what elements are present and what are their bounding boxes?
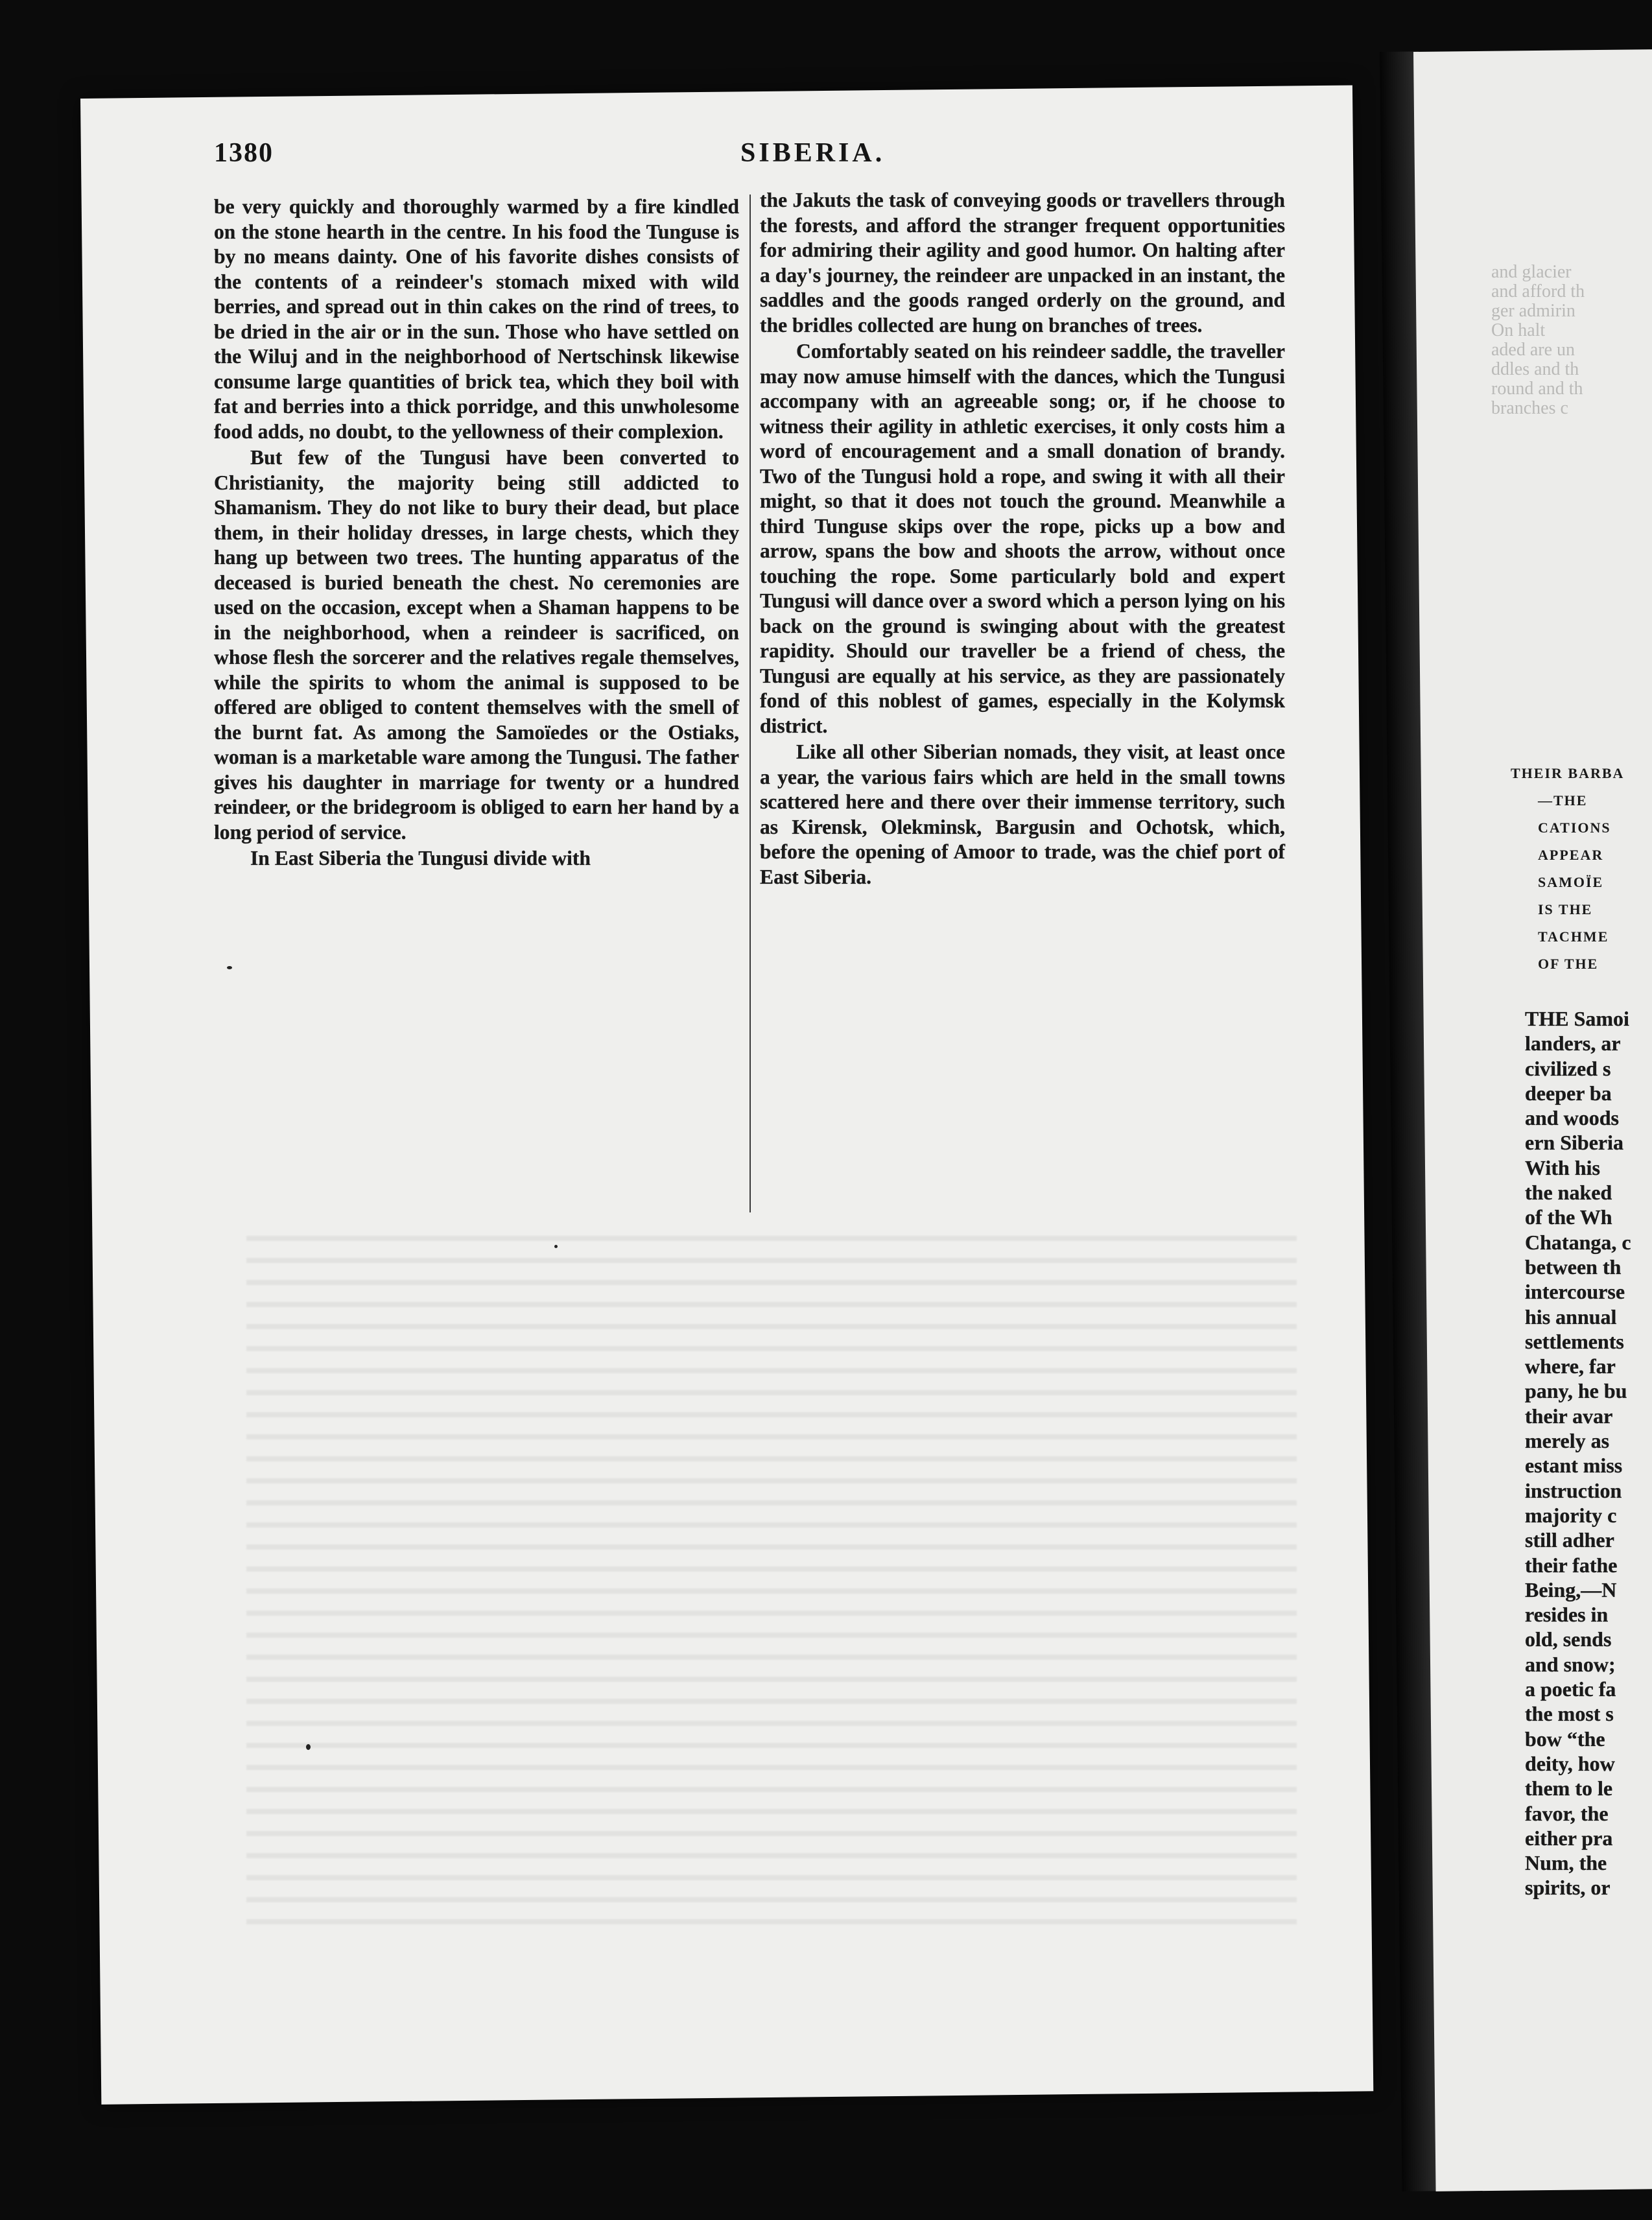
faint-line: and glacier xyxy=(1491,262,1572,282)
body-line: bow “the xyxy=(1525,1727,1605,1751)
facing-page-heading xyxy=(1511,760,1652,978)
column-divider xyxy=(749,195,751,1212)
heading-line: OF THE xyxy=(1538,956,1599,972)
body-line: their fathe xyxy=(1525,1553,1618,1577)
body-line: deity, how xyxy=(1525,1751,1615,1775)
body-line: ern Siberia xyxy=(1525,1131,1623,1155)
body-line: intercourse xyxy=(1525,1280,1625,1304)
faint-line: aded are un xyxy=(1491,340,1575,360)
paragraph: be very quickly and thoroughly warmed by a fire kindled on the stone hearth in the centre. In his food the Tunguse is by no means dainty. One of his favorite dishes consists of the contents of a reindeer's stomach mixed with wild berries, and spread out in thin cakes on the rind of trees, to be dried in the air or in the sun. Those who have settled on the Wiluj and in the neighborhood of Nertschinsk likewise consume large quantities of brick tea, which they boil with fat and berries into a thick porridge, and this unwholesome food adds, no doubt, to the yellowness of their complexion. xyxy=(214,195,739,443)
body-line: spirits, or xyxy=(1525,1876,1611,1900)
ink-speck xyxy=(306,1744,311,1750)
faint-line: ddles and th xyxy=(1491,359,1579,379)
heading-line: —THE xyxy=(1538,792,1588,809)
body-line: still adher xyxy=(1525,1528,1614,1552)
body-line: pany, he bu xyxy=(1525,1379,1627,1403)
faint-line: branches c xyxy=(1491,398,1568,418)
body-line: estant miss xyxy=(1525,1454,1623,1478)
heading-line: APPEAR xyxy=(1538,847,1604,863)
body-line: them to le xyxy=(1525,1777,1613,1801)
body-line: instruction xyxy=(1525,1478,1622,1502)
heading-line: CATIONS xyxy=(1538,820,1611,836)
body-line: majority c xyxy=(1525,1503,1617,1527)
paragraph: But few of the Tungusi have been converted to Christianity, the majority being still addicted to Shamanism. They do not like to bury their dead, but place them, in their holiday dresses, in large chests, which they hang up between two trees. The hunting apparatus of the deceased is buried beneath the chest. No ceremonies are used on the occasion, except when a Shaman happens to be in the neighborhood, when a reindeer is sacrificed, on whose flesh the sorcerer and the relatives regale themselves, while the spirits to whom the animal is supposed to be offered are obliged to content themselves with the smell of the burnt fat. As among the Samoïedes or the Ostiaks, woman is a marketable ware among the Tungusi. The father gives his daughter in marriage for twenty or a hundred reindeer, or the bridegroom is obliged to earn her hand by a long period of service. xyxy=(214,446,739,844)
body-line: civilized s xyxy=(1525,1056,1611,1080)
facing-page-faint-text xyxy=(1491,263,1647,418)
ink-speck xyxy=(227,966,232,969)
faint-line: round and th xyxy=(1491,379,1583,399)
body-line: and woods xyxy=(1525,1106,1619,1130)
body-line: the naked xyxy=(1525,1181,1612,1205)
body-line: where, far xyxy=(1525,1354,1616,1378)
body-line: merely as xyxy=(1525,1429,1610,1453)
page-title: SIBERIA. xyxy=(740,138,886,168)
page-header xyxy=(214,137,1316,189)
body-line: Num, the xyxy=(1525,1851,1607,1875)
body-line: a poetic fa xyxy=(1525,1677,1616,1701)
body-line: either pra xyxy=(1525,1826,1613,1850)
body-line: Chatanga, c xyxy=(1525,1230,1631,1254)
faint-line: On halt xyxy=(1491,320,1546,340)
heading-line: IS THE xyxy=(1538,901,1593,917)
body-line: their avar xyxy=(1525,1404,1613,1428)
heading-line: SAMOÏE xyxy=(1538,874,1604,890)
heading-line: THEIR BARBA xyxy=(1511,765,1625,781)
body-line: the most s xyxy=(1525,1702,1614,1726)
paragraph: Comfortably seated on his reindeer saddle, the traveller may now amuse himself with the dances, which the Tungusi accompany with an agreeable song; or, if he choose to witness their agility in athletic exercises, it only costs him a word of encouragement and a small donation of brandy. Two of the Tungusi hold a rope, and swing it with all their might, so that it does not touch the ground. Meanwhile a third Tunguse skips over the rope, picks up a bow and arrow, spans the bow and shoots the arrow, without once touching the rope. Some particularly bold and expert Tungusi will dance over a sword which a person lying on his back on the ground is swinging about with the greatest rapidity. Should our traveller be a friend of chess, the Tungusi are equally at his service, as they are passionately fond of this noblest of games, especially in the Kolymsk district. xyxy=(760,340,1285,737)
facing-page-body xyxy=(1525,1006,1652,1900)
body-line: of the Wh xyxy=(1525,1205,1612,1229)
body-line: landers, ar xyxy=(1525,1032,1621,1056)
right-column xyxy=(760,188,1285,890)
body-line: favor, the xyxy=(1525,1801,1609,1825)
faint-line: ger admirin xyxy=(1491,301,1575,321)
left-column xyxy=(214,195,739,871)
body-line: his annual xyxy=(1525,1305,1617,1328)
body-line: old, sends xyxy=(1525,1627,1612,1651)
body-line: and snow; xyxy=(1525,1652,1616,1676)
body-line: between th xyxy=(1525,1255,1622,1279)
page-number: 1380 xyxy=(214,138,274,168)
ink-speck xyxy=(554,1245,558,1248)
body-line: THE Samoi xyxy=(1525,1007,1629,1030)
paragraph: Like all other Siberian nomads, they visit, at least once a year, the various fairs which are held in the small towns scattered here and there over their immense territory, such as Kirensk, Olekminsk, Bargusin and Ochotsk, which, before the opening of Amoor to trade, was the chief port of East Siberia. xyxy=(760,740,1285,888)
body-line: resides in xyxy=(1525,1603,1609,1627)
heading-line: TACHME xyxy=(1538,928,1609,945)
body-line: Being,—N xyxy=(1525,1577,1617,1601)
faint-line: and afford th xyxy=(1491,281,1585,301)
body-line: settlements xyxy=(1525,1329,1624,1353)
paragraph: In East Siberia the Tungusi divide with xyxy=(250,847,591,869)
show-through-text xyxy=(246,1219,1297,1932)
body-line: deeper ba xyxy=(1525,1081,1612,1105)
paragraph: the Jakuts the task of conveying goods or travellers through the forests, and afford the stranger frequent opportunities for admiring their agility and good humor. On halting after a day's journey, the reindeer are unpacked in an instant, the saddles and the goods ranged orderly on the ground, and the bridles collected are hung on branches of trees. xyxy=(760,189,1285,337)
body-line: With his xyxy=(1525,1155,1600,1179)
